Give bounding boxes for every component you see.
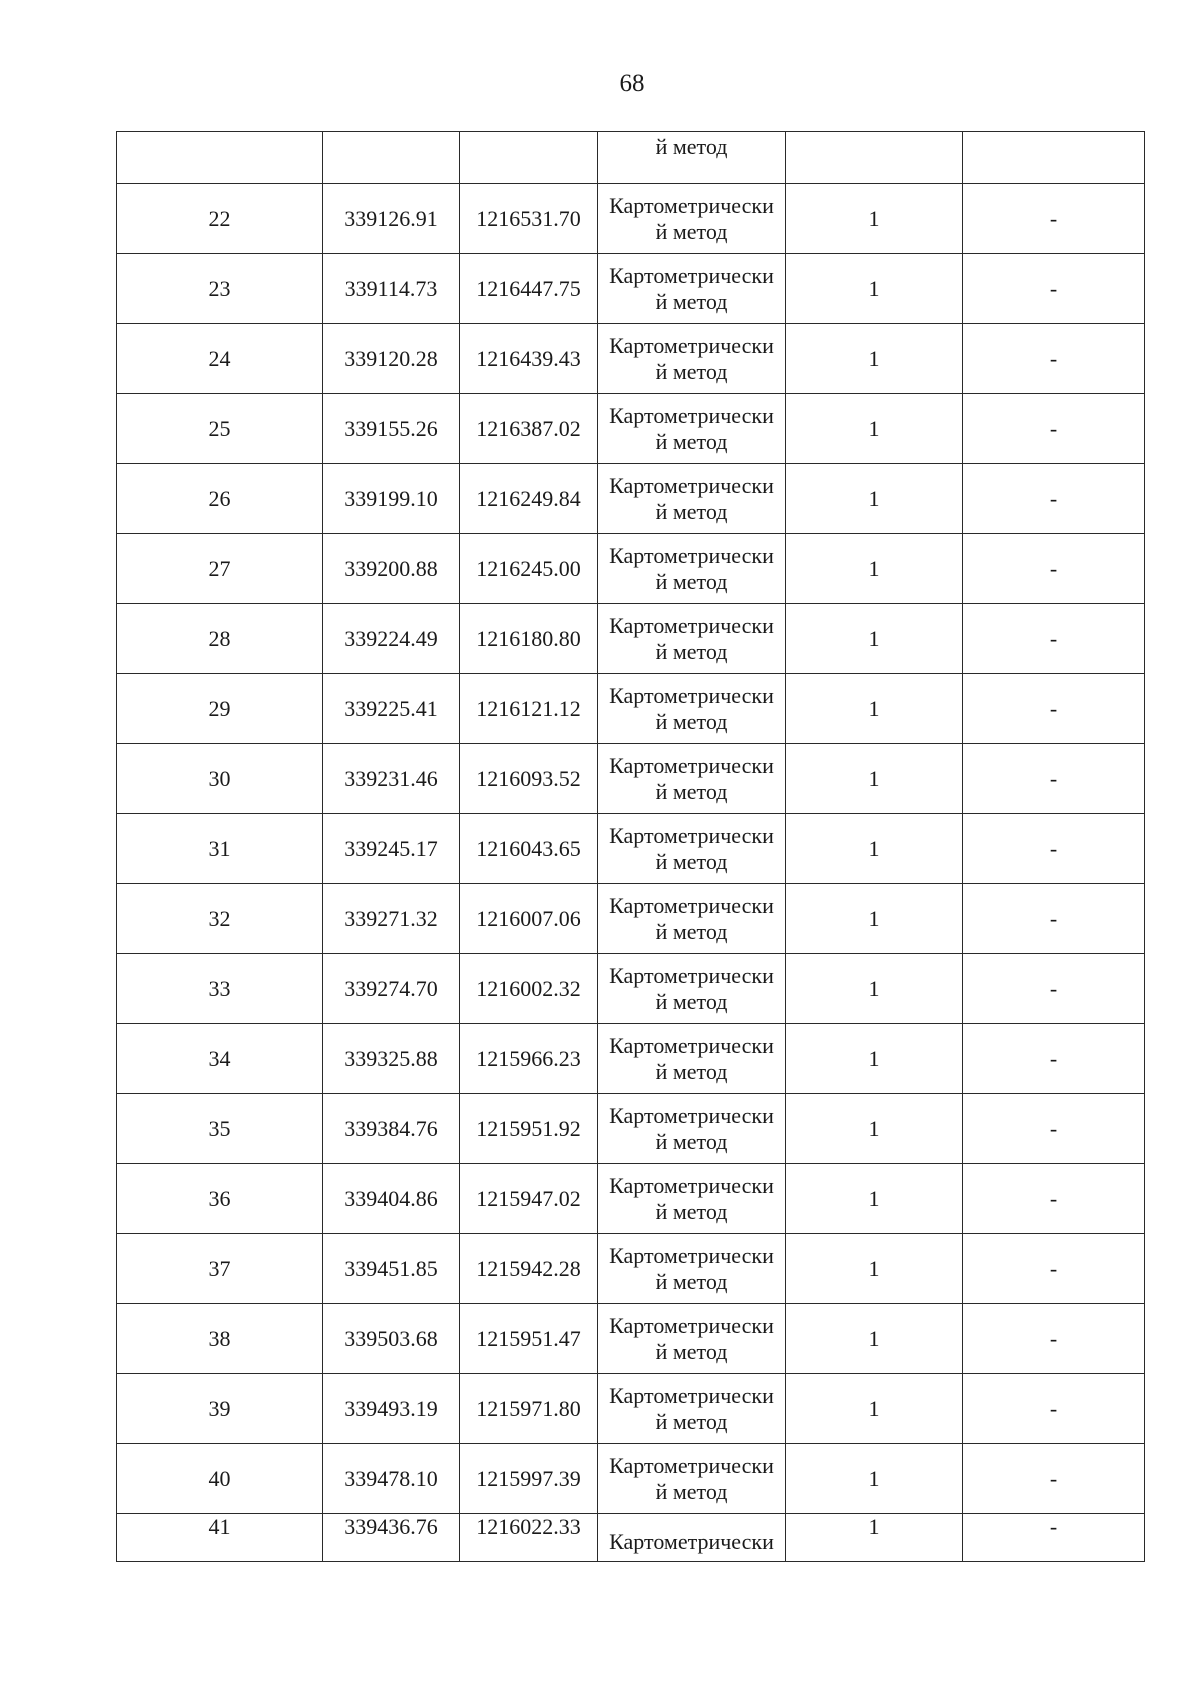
cell-x: 339503.68 [323,1304,460,1374]
cell-accuracy: 1 [786,744,963,814]
table-row [117,1444,1145,1514]
method-line-2: й метод [655,1478,728,1504]
cell-note: - [963,1514,1145,1562]
cell-method [598,184,786,254]
method-line-2: й метод [655,778,728,804]
cell-method [598,674,786,744]
cell-x: 339155.26 [323,394,460,464]
table-row [117,1024,1145,1094]
cell-accuracy: 1 [786,1024,963,1094]
cell-y: 1215942.28 [460,1234,598,1304]
cell-note: - [963,814,1145,884]
cell-point-number: 37 [117,1234,323,1304]
cell-accuracy: 1 [786,1094,963,1164]
cell-x: 339325.88 [323,1024,460,1094]
method-line-2: й метод [655,218,728,244]
page-number: 68 [619,70,645,97]
cell-y: 1216387.02 [460,394,598,464]
cell-method [598,464,786,534]
cell-method: Картометрически [598,1514,786,1562]
table-row-last [117,1514,1145,1562]
cell-method [598,1304,786,1374]
method-line-2: й метод [655,1268,728,1294]
cell-x: 339126.91 [323,184,460,254]
method-line-2: й метод [655,428,728,454]
cell-point-number: 31 [117,814,323,884]
cell-point-number: 29 [117,674,323,744]
cell-y: 1215951.47 [460,1304,598,1374]
cell-method [598,534,786,604]
cell-note: - [963,324,1145,394]
coordinates-table [116,131,1145,1562]
cell-note: - [963,884,1145,954]
table-row [117,884,1145,954]
cell-y: 1216022.33 [460,1514,598,1562]
cell-y: 1216007.06 [460,884,598,954]
cell-x: 339451.85 [323,1234,460,1304]
cell-y: 1215971.80 [460,1374,598,1444]
method-line-2: й метод [655,708,728,734]
cell-note: - [963,254,1145,324]
method-line-2: й метод [655,498,728,524]
cell-point-number: 22 [117,184,323,254]
cell-x [323,132,460,184]
method-line-2: й метод [655,568,728,594]
method-line-1: Картометрически [609,1032,774,1058]
cell-accuracy: 1 [786,254,963,324]
cell-point-number: 32 [117,884,323,954]
method-line-2: й метод [655,638,728,664]
cell-note: - [963,184,1145,254]
table-row [117,254,1145,324]
cell-x: 339404.86 [323,1164,460,1234]
method-line-1: Картометрически [609,1172,774,1198]
cell-accuracy: 1 [786,604,963,674]
table-row [117,604,1145,674]
cell-note: - [963,534,1145,604]
cell-method [598,1444,786,1514]
method-line-2: й метод [655,358,728,384]
cell-x: 339114.73 [323,254,460,324]
cell-point-number: 33 [117,954,323,1024]
cell-point-number: 30 [117,744,323,814]
table-row-continuation [117,132,1145,184]
cell-note [963,132,1145,184]
cell-y [460,132,598,184]
cell-x: 339231.46 [323,744,460,814]
cell-point-number: 26 [117,464,323,534]
method-line-1: Картометрически [609,402,774,428]
cell-method [598,814,786,884]
table-row [117,534,1145,604]
cell-accuracy: 1 [786,884,963,954]
cell-method: й метод [598,132,786,184]
cell-x: 339245.17 [323,814,460,884]
cell-method [598,1024,786,1094]
method-line-2: й метод [655,288,728,314]
method-line-1: Картометрически [609,1452,774,1478]
table-row [117,1304,1145,1374]
method-line-2: й метод [655,1338,728,1364]
cell-point-number: 38 [117,1304,323,1374]
table-row [117,394,1145,464]
method-line-1: Картометрически [609,192,774,218]
cell-x: 339436.76 [323,1514,460,1562]
cell-accuracy: 1 [786,324,963,394]
method-line-2: й метод [655,1198,728,1224]
cell-x: 339274.70 [323,954,460,1024]
cell-y: 1216121.12 [460,674,598,744]
cell-point-number: 35 [117,1094,323,1164]
table-row [117,1374,1145,1444]
cell-point-number: 25 [117,394,323,464]
table-row [117,1164,1145,1234]
cell-note: - [963,1374,1145,1444]
method-line-1: Картометрически [609,1312,774,1338]
cell-note: - [963,674,1145,744]
cell-y: 1215966.23 [460,1024,598,1094]
cell-x: 339493.19 [323,1374,460,1444]
method-line-1: Картометрически [609,1382,774,1408]
method-line-2: й метод [655,1128,728,1154]
cell-x: 339120.28 [323,324,460,394]
cell-x: 339271.32 [323,884,460,954]
method-line-1: Картометрически [609,262,774,288]
cell-accuracy: 1 [786,954,963,1024]
table-row [117,464,1145,534]
cell-accuracy: 1 [786,1164,963,1234]
cell-y: 1216180.80 [460,604,598,674]
coordinates-table-body [117,132,1145,1562]
cell-y: 1216531.70 [460,184,598,254]
cell-accuracy: 1 [786,674,963,744]
method-line-1: Картометрически [609,682,774,708]
method-line-1: Картометрически [609,1102,774,1128]
cell-y: 1215997.39 [460,1444,598,1514]
table-row [117,184,1145,254]
cell-x: 339478.10 [323,1444,460,1514]
cell-method [598,394,786,464]
cell-point-number [117,132,323,184]
cell-method [598,324,786,394]
cell-method [598,254,786,324]
method-line-1: Картометрически [609,542,774,568]
method-line-1: Картометрически [609,752,774,778]
cell-accuracy: 1 [786,1444,963,1514]
cell-point-number: 34 [117,1024,323,1094]
table-row [117,954,1145,1024]
cell-accuracy: 1 [786,464,963,534]
cell-method [598,954,786,1024]
cell-accuracy [786,132,963,184]
method-line-2: й метод [655,1408,728,1434]
cell-method [598,884,786,954]
method-line-1: Картометрически [609,612,774,638]
cell-method [598,1374,786,1444]
cell-note: - [963,1094,1145,1164]
method-line-1: Картометрически [609,472,774,498]
cell-accuracy: 1 [786,534,963,604]
cell-x: 339384.76 [323,1094,460,1164]
cell-note: - [963,1024,1145,1094]
cell-x: 339224.49 [323,604,460,674]
cell-accuracy: 1 [786,1374,963,1444]
cell-y: 1215947.02 [460,1164,598,1234]
table-row [117,814,1145,884]
cell-note: - [963,744,1145,814]
table-row [117,1234,1145,1304]
table-row [117,1094,1145,1164]
cell-note: - [963,604,1145,674]
method-line-2: й метод [655,918,728,944]
cell-point-number: 27 [117,534,323,604]
method-line-1: Картометрически [609,892,774,918]
cell-method [598,744,786,814]
cell-point-number: 28 [117,604,323,674]
cell-note: - [963,394,1145,464]
cell-note: - [963,1234,1145,1304]
cell-point-number: 39 [117,1374,323,1444]
cell-x: 339225.41 [323,674,460,744]
cell-note: - [963,1444,1145,1514]
cell-accuracy: 1 [786,1514,963,1562]
method-line-1: Картометрически [609,822,774,848]
table-row [117,324,1145,394]
cell-method [598,1094,786,1164]
cell-point-number: 41 [117,1514,323,1562]
cell-note: - [963,464,1145,534]
cell-y: 1216245.00 [460,534,598,604]
method-line-2: й метод [655,848,728,874]
method-line-2: й метод [655,988,728,1014]
cell-y: 1216093.52 [460,744,598,814]
cell-y: 1216002.32 [460,954,598,1024]
cell-y: 1215951.92 [460,1094,598,1164]
cell-accuracy: 1 [786,1234,963,1304]
cell-y: 1216043.65 [460,814,598,884]
method-line-1: Картометрически [609,1242,774,1268]
cell-method [598,1164,786,1234]
cell-note: - [963,954,1145,1024]
cell-y: 1216447.75 [460,254,598,324]
cell-y: 1216439.43 [460,324,598,394]
cell-point-number: 36 [117,1164,323,1234]
cell-x: 339199.10 [323,464,460,534]
cell-method [598,1234,786,1304]
method-line-1: Картометрически [609,332,774,358]
cell-accuracy: 1 [786,814,963,884]
table-row [117,674,1145,744]
cell-x: 339200.88 [323,534,460,604]
method-line-2: й метод [655,1058,728,1084]
cell-y: 1216249.84 [460,464,598,534]
cell-method [598,604,786,674]
cell-accuracy: 1 [786,184,963,254]
cell-accuracy: 1 [786,1304,963,1374]
cell-point-number: 24 [117,324,323,394]
cell-point-number: 40 [117,1444,323,1514]
method-line-1: Картометрически [609,962,774,988]
cell-accuracy: 1 [786,394,963,464]
cell-point-number: 23 [117,254,323,324]
table-row [117,744,1145,814]
cell-note: - [963,1164,1145,1234]
cell-note: - [963,1304,1145,1374]
